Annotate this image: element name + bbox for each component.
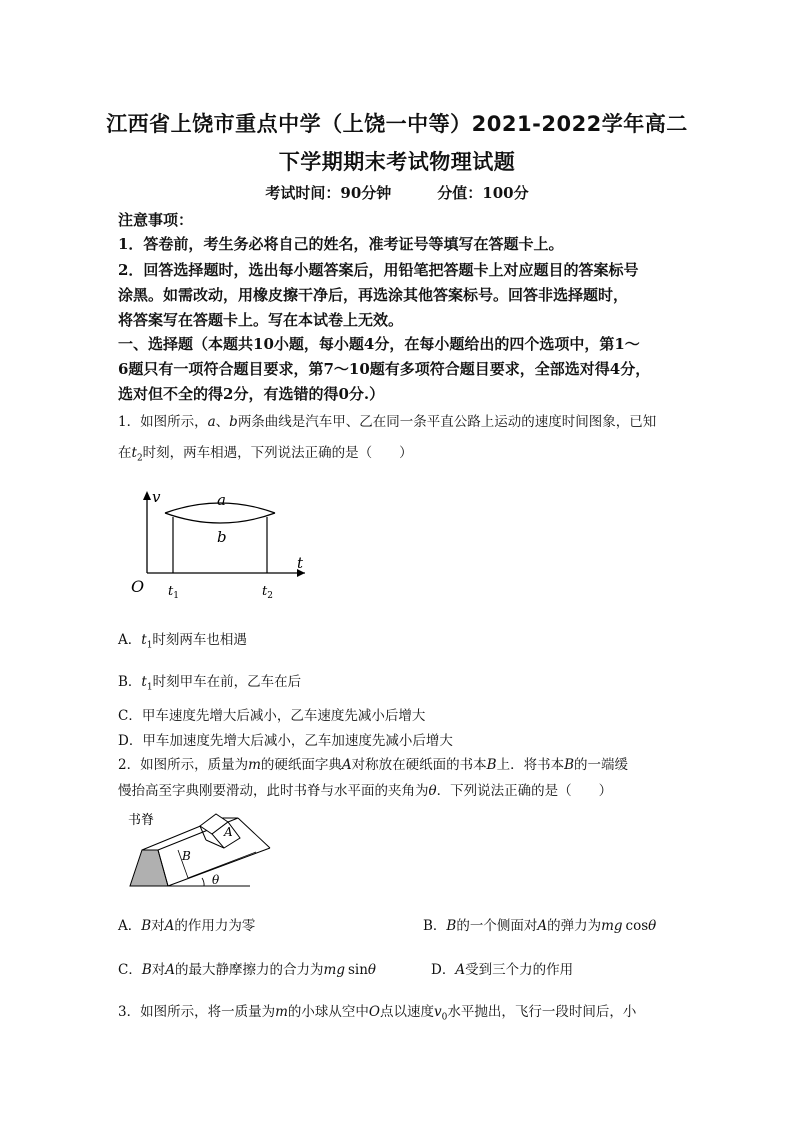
section1-line-1: 一、选择题（本题共10小题，每小题4分，在每小题给出的四个选项中，第1～ [118, 335, 640, 353]
exam-time: 考试时间：90分钟 [265, 184, 392, 202]
q2-option-a: A．B对A的作用力为零 [118, 918, 256, 934]
axis-v-label: v [152, 488, 161, 506]
section1-line-3: 选对但不全的得2分，有选错的得0分.） [118, 385, 385, 403]
q2-option-c: C．B对A的最大静摩擦力的合力为mg sinθ [118, 962, 377, 978]
exam-score: 分值：100分 [437, 184, 529, 202]
q2-option-b: B．B的一个侧面对A的弹力为mg cosθ [423, 918, 657, 934]
exam-meta [0, 182, 794, 203]
q3-stem-line1: 3．如图所示，将一质量为m的小球从空中O点以速度$v_0$水平抛出，飞行一段时间后，小 [118, 1004, 637, 1023]
label-a: A [224, 825, 233, 839]
tick-t2-label: $t_2$ [262, 584, 273, 601]
q1-option-c: C．甲车速度先增大后减小，乙车速度先减小后增大 [118, 708, 426, 724]
q1-vt-graph [125, 488, 315, 603]
origin-label: O [131, 577, 145, 596]
section1-line-2: 6题只有一项符合题目要求，第7～10题有多项符合题目要求，全部选对得4分， [118, 360, 651, 378]
exam-title-line1: 江西省上饶市重点中学（上饶一中等）2021-2022学年高二 [106, 112, 688, 136]
label-b: B [182, 849, 191, 863]
note-line-3: 涂黑。如需改动，用橡皮擦干净后，再选涂其他答案标号。回答非选择题时， [118, 286, 629, 304]
q1-stem-line2: 在$t_2$时刻，两车相遇，下列说法正确的是（ ） [118, 445, 413, 464]
q2-stem-line1: 2．如图所示，质量为m的硬纸面字典A对称放在硬纸面的书本B上．将书本B的一端缓 [118, 757, 628, 773]
notes-heading: 注意事项： [118, 211, 194, 229]
axis-t-label: t [297, 554, 304, 572]
angle-theta: θ [212, 873, 220, 887]
note-line-1: 1．答卷前，考生务必将自己的姓名，准考证号等填写在答题卡上。 [118, 235, 564, 253]
curve-b-label: b [217, 528, 227, 546]
tick-t1-label: $t_1$ [168, 584, 179, 601]
q2-book-figure [128, 808, 273, 890]
q2-option-d: D．A受到三个力的作用 [431, 962, 574, 978]
note-line-2: 2．回答选择题时，选出每小题答案后，用铅笔把答题卡上对应题目的答案标号 [118, 261, 639, 279]
q2-stem-line2: 慢抬高至字典刚要滑动，此时书脊与水平面的夹角为θ．下列说法正确的是（ ） [118, 783, 613, 799]
q1-stem-line1: 1．如图所示，a、b两条曲线是汽车甲、乙在同一条平直公路上运动的速度时间图象，已知 [118, 414, 657, 430]
exam-title-line2: 下学期期末考试物理试题 [278, 150, 516, 174]
spine-label: 书脊 [128, 813, 155, 828]
note-line-4: 将答案写在答题卡上。写在本试卷上无效。 [118, 311, 404, 329]
curve-a-label: a [217, 491, 226, 509]
q1-option-b: B．$t_1$时刻甲车在前，乙车在后 [118, 674, 302, 693]
q1-option-a: A．$t_1$时刻两车也相遇 [118, 632, 247, 651]
q1-option-d: D．甲车加速度先增大后减小，乙车加速度先减小后增大 [118, 733, 453, 749]
